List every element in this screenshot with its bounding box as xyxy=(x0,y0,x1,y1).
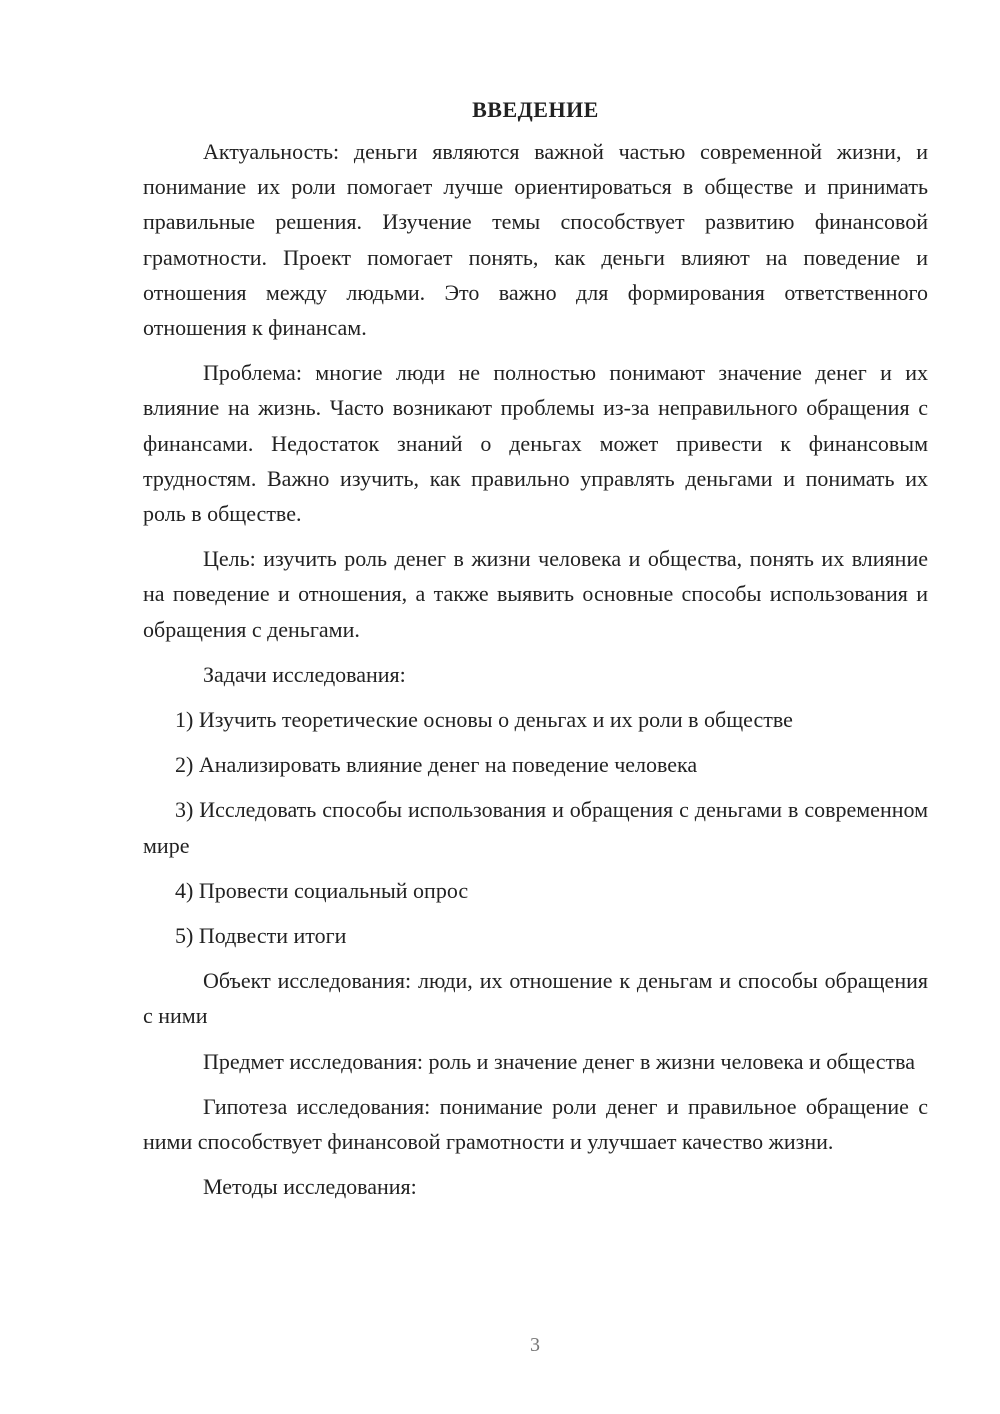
paragraph-goal: Цель: изучить роль денег в жизни человека и общества, понять их влияние на поведение и отношения, а также выявить основные способы использования и обращения с деньгами. xyxy=(143,546,928,642)
paragraph-problem: Проблема: многие люди не полностью понимают значение денег и их влияние на жизнь. Часто возникают проблемы из-за неправильного обращения с финансами. Недостаток знаний о деньгах может привести к финансовым трудностям. Важно изучить, как правильно управлять деньгами и понимать их роль в обществе. xyxy=(143,360,928,527)
page-content xyxy=(143,95,928,1214)
section-title: ВВЕДЕНИЕ xyxy=(472,97,599,122)
paragraph-methods: Методы исследования: xyxy=(203,1174,417,1200)
page-number: 3 xyxy=(530,1334,540,1356)
task-item-2: 2) Анализировать влияние денег на поведение человека xyxy=(175,752,698,778)
paragraph-object: Объект исследования: люди, их отношение к деньгам и способы обращения с ними xyxy=(143,968,928,1029)
task-item-5: 5) Подвести итоги xyxy=(175,923,347,949)
paragraph-hypothesis: Гипотеза исследования: понимание роли денег и правильное обращение с ними способствует финансовой грамотности и улучшает качество жизни. xyxy=(143,1093,928,1155)
paragraph-tasks-heading: Задачи исследования: xyxy=(203,661,406,687)
paragraph-subject: Предмет исследования: роль и значение денег в жизни человека и общества xyxy=(203,1048,915,1074)
task-item-4: 4) Провести социальный опрос xyxy=(175,877,469,903)
task-item-3: 3) Исследовать способы использования и обращения с деньгами в современном мире xyxy=(143,797,928,858)
task-item-1: 1) Изучить теоретические основы о деньгах и их роли в обществе xyxy=(175,707,793,733)
paragraph-relevance: Актуальность: деньги являются важной частью современной жизни, и понимание их роли помогает лучше ориентироваться в обществе и принимать правильные решения. Изучение темы способствует развитию финансовой грамотности. Проект помогает понять, как деньги влияют на поведение и отношения между людьми. Это важно для формирования ответственного отношения к финансам. xyxy=(143,139,928,341)
